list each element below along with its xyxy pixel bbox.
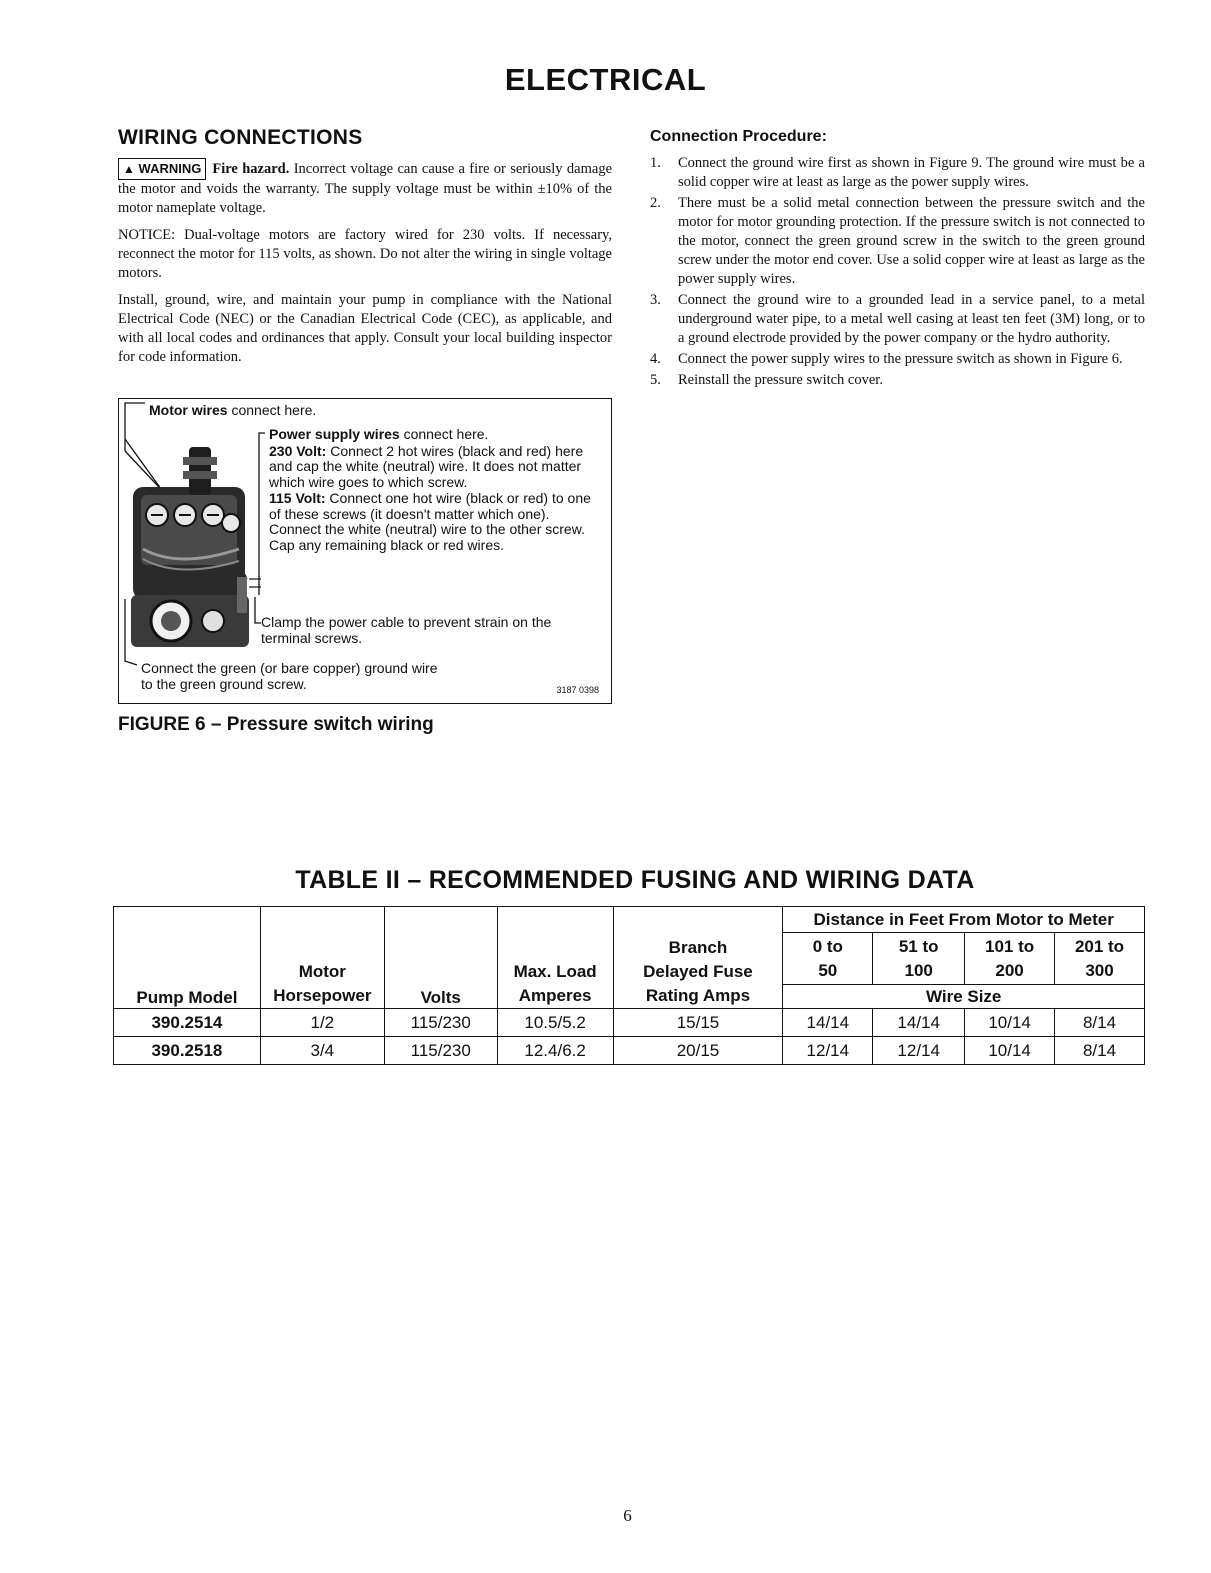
figure-code: 3187 0398: [556, 685, 599, 695]
fusing-wiring-table: [113, 906, 1145, 1065]
range-b: 50: [818, 960, 838, 980]
power-supply-bold: Power supply wires: [269, 426, 400, 442]
table-row: [114, 1009, 1145, 1037]
range-a: 101 to: [985, 936, 1035, 956]
warning-triangle-icon: ▲: [123, 162, 135, 176]
procedure-step: [650, 291, 1145, 348]
step-text: Reinstall the pressure switch cover.: [678, 372, 883, 388]
cell-model: 390.2514: [114, 1009, 261, 1037]
range-a: 51 to: [898, 936, 939, 956]
cell-volts: 115/230: [384, 1009, 497, 1037]
step-text: Connect the ground wire first as shown in Figure 9. The ground wire must be a solid copper wire at least as large as the power supply wires.: [678, 155, 1145, 190]
range-b: 300: [1085, 960, 1114, 980]
motor-wires-label: [149, 403, 316, 419]
range-a: 201 to: [1074, 936, 1125, 956]
wire-size-header: Wire Size: [783, 985, 1145, 1009]
range-header: [783, 933, 873, 985]
cell-wire: 14/14: [783, 1009, 873, 1037]
step-text: There must be a solid metal connection between the pressure switch and the motor for motor grounding protection. If the pressure switch is not connected to the motor, connect the green ground screw in the switch to the green ground screw under the motor end cover. Use a solid copper wire at least as large as the power supply wires.: [678, 195, 1145, 287]
step-text: Connect the power supply wires to the pressure switch as shown in Figure 6.: [678, 351, 1123, 367]
cell-fuse: 15/15: [613, 1009, 783, 1037]
branch-header-1: Branch: [668, 938, 728, 957]
step-number: 1.: [650, 155, 661, 171]
cell-wire: 10/14: [965, 1009, 1055, 1037]
motor-header-1: Motor: [298, 962, 346, 981]
procedure-step: [650, 194, 1145, 289]
cell-volts: 115/230: [384, 1037, 497, 1065]
cell-fuse: 20/15: [613, 1037, 783, 1065]
range-header: [965, 933, 1055, 985]
warning-paragraph: [118, 158, 612, 218]
range-header: [1055, 933, 1145, 985]
distance-header: Distance in Feet From Motor to Meter: [783, 907, 1145, 933]
procedure-step: [650, 154, 1145, 192]
ground-label: [141, 661, 438, 692]
cell-amps: 12.4/6.2: [497, 1037, 613, 1065]
table-title: TABLE II – RECOMMENDED FUSING AND WIRING DATA: [295, 866, 975, 894]
range-b: 200: [995, 960, 1024, 980]
range-a: 0 to: [812, 936, 843, 956]
cell-wire: 10/14: [965, 1037, 1055, 1065]
cell-wire: 12/14: [783, 1037, 873, 1065]
header-volts: [384, 907, 497, 1009]
table-row: [114, 1037, 1145, 1065]
range-b: 100: [904, 960, 933, 980]
cell-wire: 14/14: [873, 1009, 965, 1037]
power-supply-rest: connect here.: [399, 426, 489, 442]
figure-6-box: [118, 398, 612, 704]
header-pump-model: [114, 907, 261, 1009]
cell-model: 390.2518: [114, 1037, 261, 1065]
install-paragraph: Install, ground, wire, and maintain your pump in compliance with the National Electrical Code (NEC) or the Canadian Electrical Code (CEC), as applicable, and with all local codes and ordinances that apply. Consult your local building inspector for code information.: [118, 292, 612, 365]
step-number: 5.: [650, 372, 661, 388]
v230-text: Connect 2 hot wires (black and red) here and cap the white (neutral) wire. It does not matter which wire goes to which screw.: [269, 442, 584, 490]
motor-wires-bold: Motor wires: [149, 402, 228, 418]
procedure-step: [650, 350, 1145, 369]
volts-header: Volts: [420, 988, 461, 1007]
v115-bold: 115 Volt:: [269, 490, 326, 506]
v230-bold: 230 Volt:: [269, 442, 327, 459]
page-number: 6: [623, 1506, 632, 1525]
procedure-list: [650, 154, 1145, 392]
branch-header-2: Delayed Fuse: [643, 962, 753, 981]
range-header: [873, 933, 965, 985]
step-number: 3.: [650, 292, 661, 308]
connection-procedure-heading: Connection Procedure:: [650, 128, 827, 145]
wiring-body: [118, 158, 612, 375]
cell-hp: 3/4: [260, 1037, 384, 1065]
wiring-connections-heading: WIRING CONNECTIONS: [118, 126, 363, 149]
max-load-header-2: Amperes: [518, 986, 592, 1005]
notice-paragraph: NOTICE: Dual-voltage motors are factory wired for 230 volts. If necessary, reconnect the motor for 115 volts, as shown. Do not alter the wiring in single voltage motors.: [118, 227, 612, 281]
header-motor: [260, 907, 384, 1009]
step-text: Connect the ground wire to a grounded lead in a service panel, to a metal underground water pipe, to a metal well casing at least ten feet (3M) long, or to a ground electrode provided by the power company or the hydro authority.: [678, 292, 1145, 346]
page-title: ELECTRICAL: [504, 62, 707, 97]
max-load-header-1: Max. Load: [513, 962, 597, 981]
step-number: 2.: [650, 195, 661, 211]
motor-wires-rest: connect here.: [227, 402, 317, 418]
cell-wire: 8/14: [1055, 1037, 1145, 1065]
pump-model-header: Pump Model: [136, 988, 238, 1007]
ground-line-2: to the green ground screw.: [141, 675, 307, 692]
branch-header-3: Rating Amps: [645, 986, 751, 1005]
warning-label: WARNING: [138, 161, 202, 176]
v115-text: Connect one hot wire (black or red) to one of these screws (it doesn't matter which one). Connect the white (neutral) wire to the other screw. Cap any remaining black or red wires.: [269, 490, 591, 553]
cell-amps: 10.5/5.2: [497, 1009, 613, 1037]
step-number: 4.: [650, 351, 661, 367]
cell-wire: 8/14: [1055, 1009, 1145, 1037]
motor-header-2: Horsepower: [273, 986, 372, 1005]
warning-badge: [118, 158, 206, 180]
figure-caption: FIGURE 6 – Pressure switch wiring: [118, 714, 434, 735]
warning-lead: Fire hazard.: [212, 161, 290, 177]
cell-wire: 12/14: [873, 1037, 965, 1065]
power-supply-label: [269, 427, 605, 553]
clamp-label: Clamp the power cable to prevent strain on the terminal screws.: [261, 614, 552, 646]
header-branch: [613, 907, 783, 1009]
warning-text: Incorrect voltage can cause a fire or seriously damage the motor and voids the warranty. The supply voltage must be within ±10% of the motor nameplate voltage.: [118, 161, 613, 216]
procedure-step: [650, 371, 1145, 390]
ground-line-1: Connect the green (or bare copper) ground wire: [141, 660, 438, 676]
cell-hp: 1/2: [260, 1009, 384, 1037]
header-max-load: [497, 907, 613, 1009]
